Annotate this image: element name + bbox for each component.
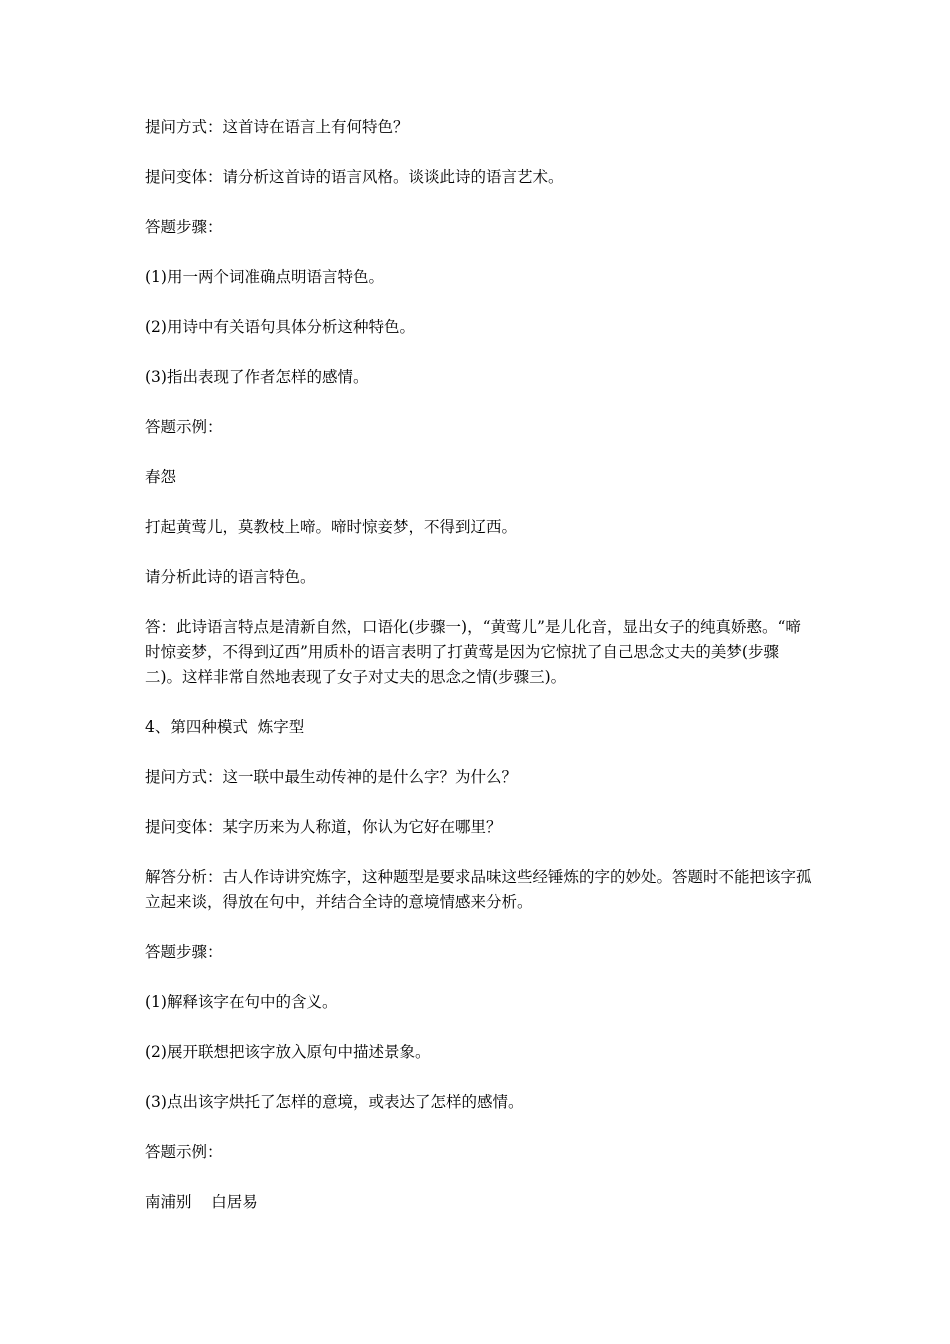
paragraph-poem-title: 春怨 (145, 468, 177, 486)
paragraph-steps-heading-2: 答题步骤： (145, 943, 223, 961)
paragraph-analysis: 解答分析：古人作诗讲究炼字，这种题型是要求品味这些经锤炼的字的妙处。答题时不能把该字孤立起来谈，得放在句中，并结合全诗的意境情感来分析。 (145, 868, 812, 911)
paragraph-poem-text: 打起黄莺儿，莫教枝上啼。啼时惊妾梦，不得到辽西。 (145, 518, 518, 536)
paragraph-question-method: 提问方式：这首诗在语言上有何特色？ (145, 118, 409, 136)
paragraph-steps-heading: 答题步骤： (145, 218, 223, 236)
document-page (145, 115, 813, 1240)
paragraph-question-variant: 提问变体：请分析这首诗的语言风格。谈谈此诗的语言艺术。 (145, 168, 564, 186)
paragraph-question-variant-2: 提问变体：某字历来为人称道，你认为它好在哪里？ (145, 818, 502, 836)
paragraph-step-1: (1)用一两个词准确点明语言特色。 (145, 268, 384, 286)
paragraph-poem-title-2: 南浦别 白居易 (145, 1193, 258, 1211)
paragraph-example-question: 请分析此诗的语言特色。 (145, 568, 316, 586)
paragraph-step-2: (2)用诗中有关语句具体分析这种特色。 (145, 318, 415, 336)
paragraph-step-3: (3)指出表现了作者怎样的感情。 (145, 368, 369, 386)
paragraph-section-heading: 4、第四种模式 炼字型 (145, 718, 305, 736)
paragraph-example-answer: 答：此诗语言特点是清新自然，口语化(步骤一)，“黄莺儿”是儿化音，显出女子的纯真娇憨。“啼时惊妾梦，不得到辽西”用质朴的语言表明了打黄莺是因为它惊扰了自己思念丈夫的美梦(步骤二)。这样非常自然地表现了女子对丈夫的思念之情(步骤三)。 (145, 618, 801, 686)
paragraph-question-method-2: 提问方式：这一联中最生动传神的是什么字？为什么？ (145, 768, 518, 786)
paragraph-step-1-b: (1)解释该字在句中的含义。 (145, 993, 338, 1011)
paragraph-step-2-b: (2)展开联想把该字放入原句中描述景象。 (145, 1043, 431, 1061)
paragraph-step-3-b: (3)点出该字烘托了怎样的意境，或表达了怎样的感情。 (145, 1093, 524, 1111)
paragraph-example-heading: 答题示例： (145, 418, 223, 436)
paragraph-example-heading-2: 答题示例： (145, 1143, 223, 1161)
